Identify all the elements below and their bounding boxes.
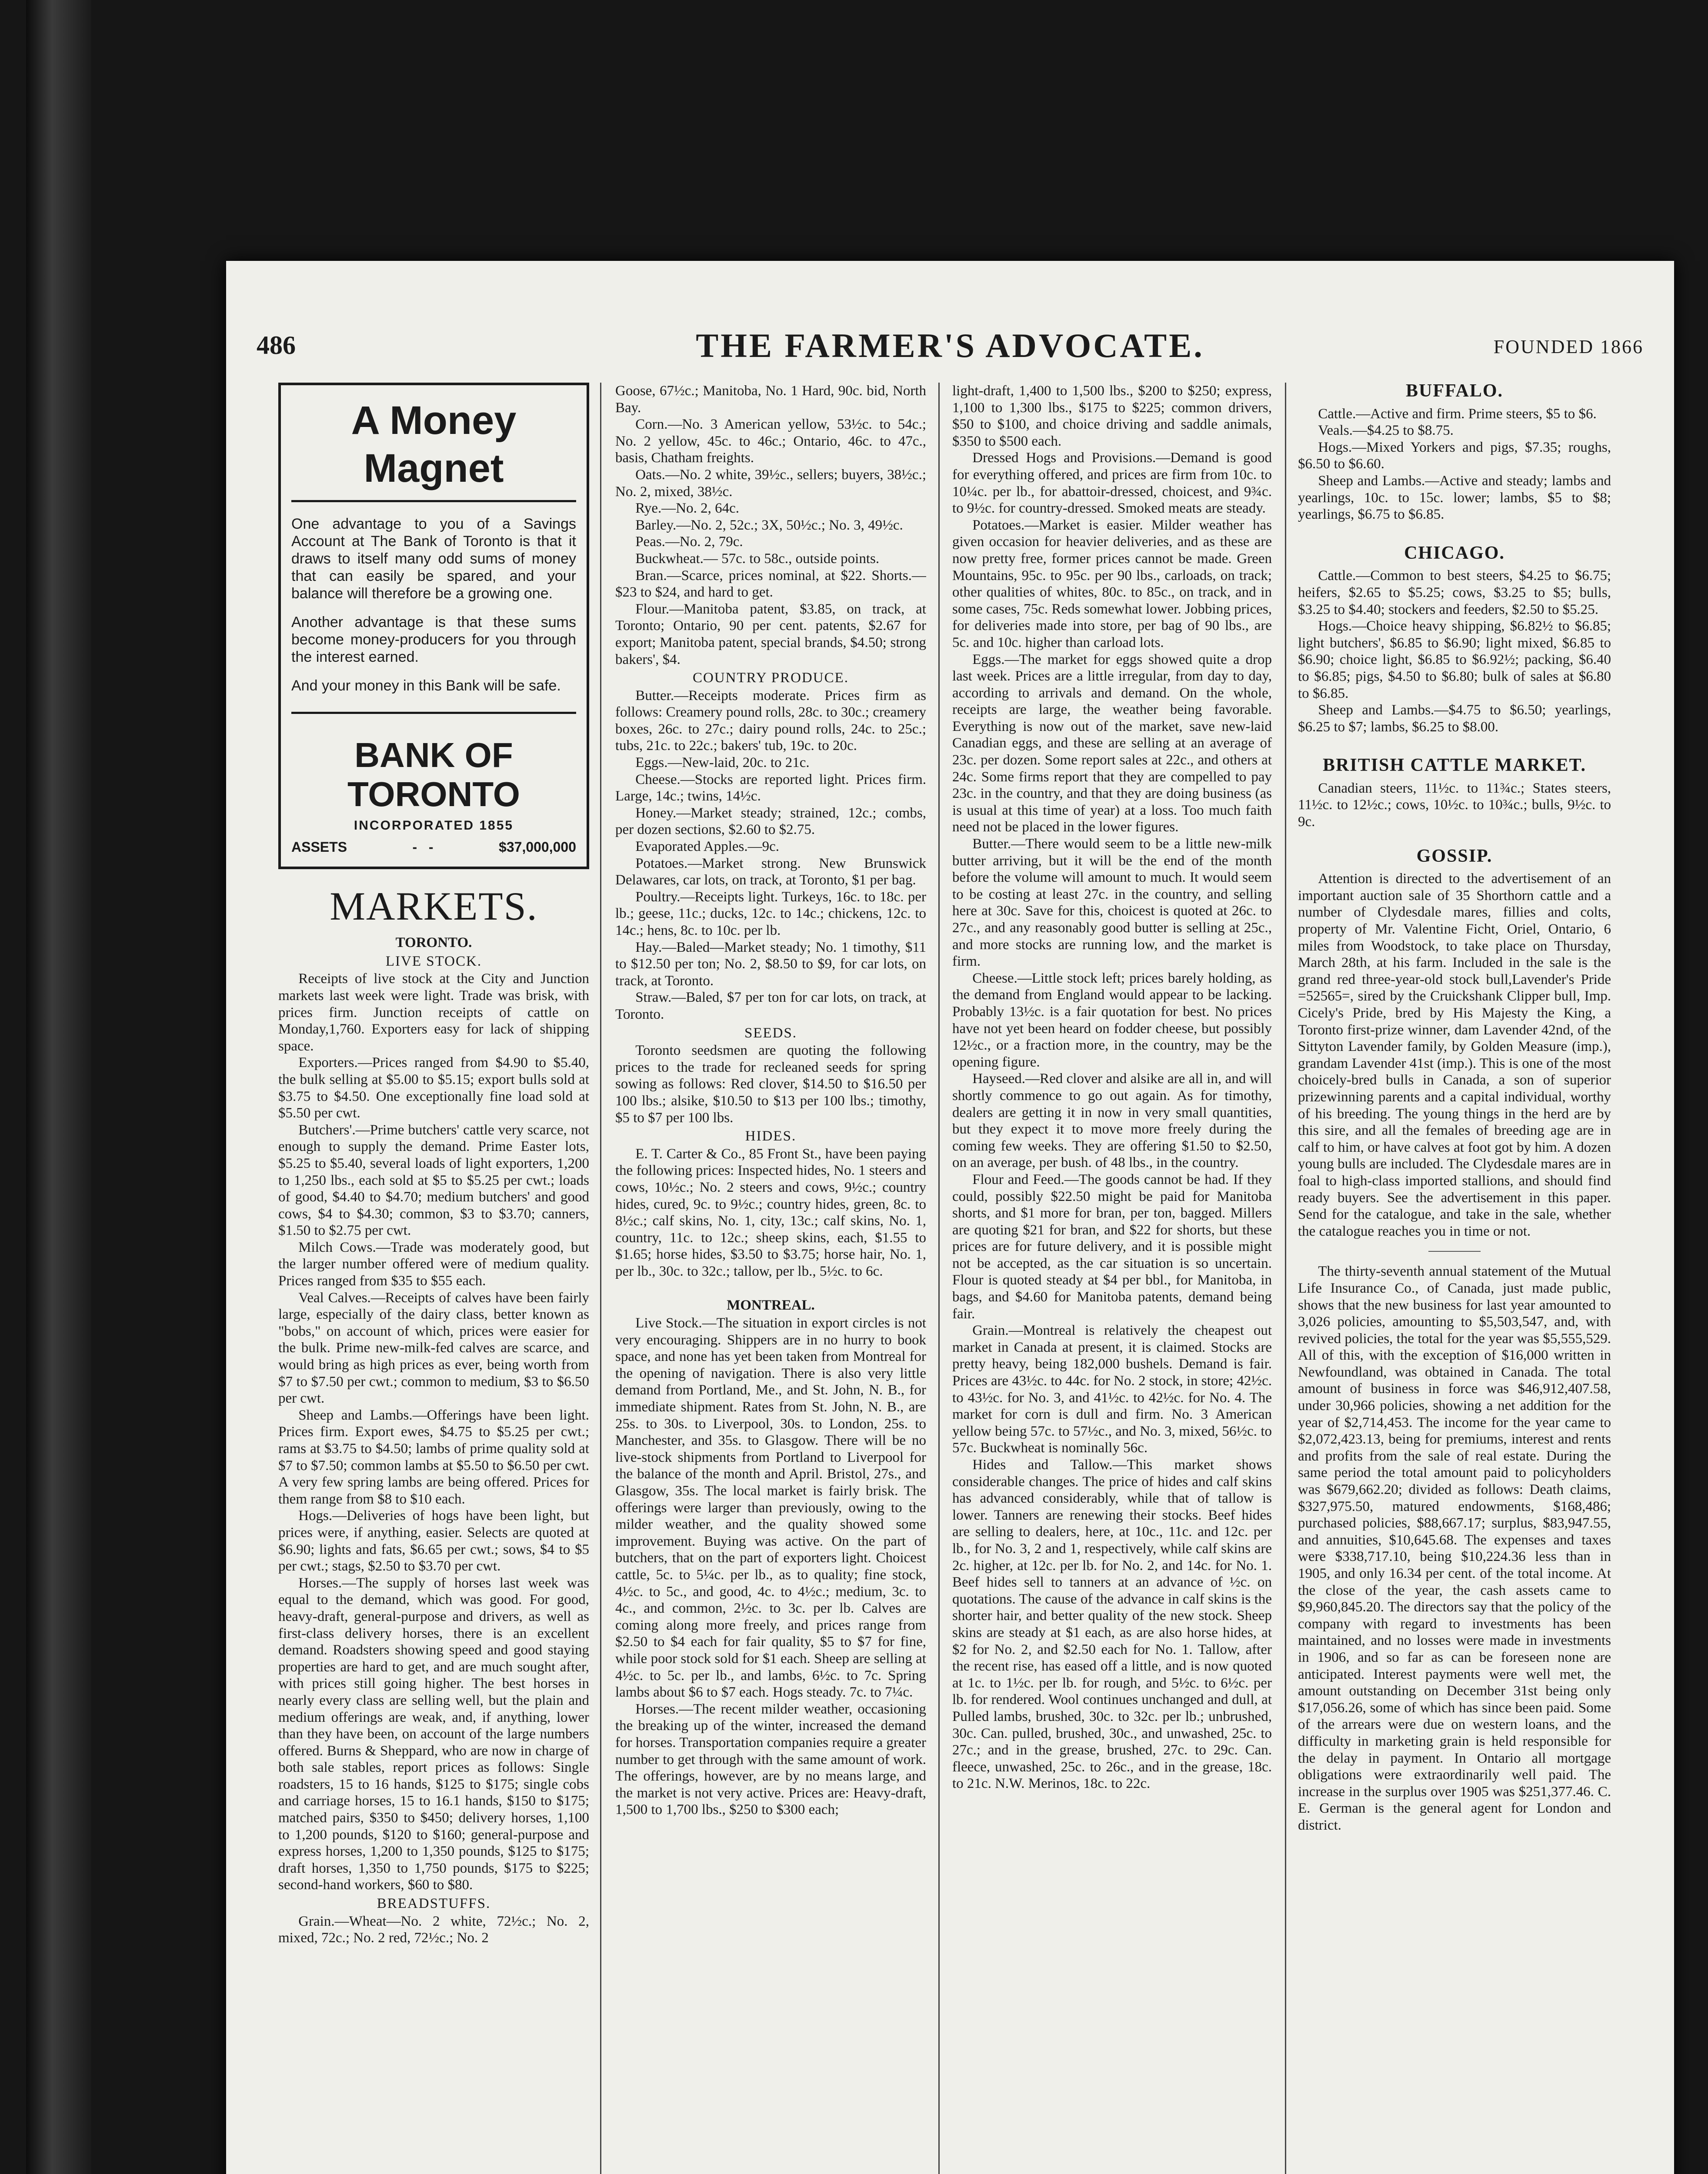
book-spine xyxy=(26,0,91,2174)
market-paragraph: Toronto seedsmen are quoting the following prices to the trade for recleaned seeds for spring sowing as follows: Red clover, $14.50 to $16.50 per 100 lbs.; alsike, $10.50 to $13 per 100 lbs.; timothy, $5 to $7 per 100 lbs. xyxy=(615,1043,926,1126)
ad-text-2: Another advantage is that these sums become money-producers for you through the interest earned. xyxy=(291,614,576,665)
market-paragraph: Goose, 67½c.; Manitoba, No. 1 Hard, 90c. bid, North Bay. xyxy=(615,383,926,416)
market-paragraph: Butchers'.—Prime butchers' cattle very scarce, not enough to supply the demand. Prime Easter lots, $5.25 to $5.40, several loads of light exporters, 1,200 to 1,250 lbs., each sold at $5 to $5.25 per cwt.; loads of good, $4.40 to $4.70; medium butchers' and good cows, $4 to $4.30; common, $3 to $3.70; canners, $1.50 to $2.75 per cwt. xyxy=(278,1122,589,1239)
assets-label: ASSETS xyxy=(291,839,347,855)
market-paragraph: Sheep and Lambs.—$4.75 to $6.50; yearlings, $6.25 to $7; lambs, $6.25 to $8.00. xyxy=(1298,702,1611,735)
market-paragraph: Butter.—Receipts moderate. Prices firm as follows: Creamery pound rolls, 28c. to 30c.; creamery boxes, 26c. to 27c.; dairy pound rolls, 24c. to 25c.; tubs, 21c. to 22c.; bakers' tub, 19c. to 20c. xyxy=(615,687,926,754)
market-paragraph: Eggs.—New-laid, 20c. to 21c. xyxy=(635,755,810,771)
market-paragraph: Buckwheat.— 57c. to 58c., outside points. xyxy=(635,550,880,567)
page-header xyxy=(257,326,1644,374)
market-paragraph: Dressed Hogs and Provisions.—Demand is good for everything offered, and prices are firm from 10c. to 10¼c. per lb., for abattoir-dressed, choicest, and 9¾c. to 9½c. for country-dressed. Smoked meats are steady. xyxy=(952,450,1272,517)
market-paragraph: Cheese.—Stocks are reported light. Prices firm. Large, 14c.; twins, 14½c. xyxy=(615,771,926,804)
breadstuffs-heading: BREADSTUFFS. xyxy=(377,1896,491,1912)
market-paragraph: Milch Cows.—Trade was moderately good, but the larger number offered were of medium quality. Prices ranged from $35 to $55 each. xyxy=(278,1239,589,1289)
market-paragraph: Butter.—There would seem to be a little new-milk butter arriving, but it will be the end of the month before the volume will amount to much. It would seem to be costing at least 27c. in the country, and selling here at 30c. Save for this, choicest is quoted at 26c. to 27c., and any reasonably good butter is selling at 25c., and more stocks are running low, and the market is firm. xyxy=(952,836,1272,970)
market-paragraph: Hogs.—Choice heavy shipping, $6.82½ to $6.85; light butchers', $6.85 to $6.90; light mixed, $6.85 to $6.90; choice light, $6.85 to $6.92½; packing, $6.40 to $6.85; pigs, $4.50 to $6.80; bulk of sales at $6.80 to $6.85. xyxy=(1298,618,1611,701)
market-paragraph: Rye.—No. 2, 64c. xyxy=(635,500,740,517)
column-4 xyxy=(1298,383,1611,2174)
market-paragraph: Hay.—Baled—Market steady; No. 1 timothy, $11 to $12.50 per ton; No. 2, $8.50 to $9, for car lots, on track, at Toronto. xyxy=(615,939,926,989)
montreal-heading: MONTREAL. xyxy=(727,1297,815,1314)
gossip-paragraph: The thirty-seventh annual statement of the Mutual Life Insurance Co., of Canada, just made public, shows that the new business for last year amounted to 3,026 policies, amounting to $5,503,547, and, with revived policies, the total for the year was $5,555,529. All of this, with the exception of $16,000 written in Newfoundland, was obtained in Canada. The total amount of business in force was $46,912,407.58, under 30,966 policies, showing a net addition for the year of $2,714,453. The income for the year came to $2,072,423.13, being for premiums, interest and rents and profits from the sale of real estate. During the same period the total amount paid to policyholders was $679,662.20; divided as follows: Death claims, $327,975.50, matured endowments, $168,486; purchased policies, $88,667.17; surplus, $83,947.55, and annuities, $10,645.68. The expenses and taxes were $338,717.10, being $10,224.36 less than in 1905, and only 16.34 per cent. of the total income. At the close of the year, the cash assets came to $9,960,845.20. The directors say that the policy of the company with regard to investments has been maintained, and no losses were made in investments in 1906, and so far as can be foreseen none are anticipated. Interest payments were well met, the amount outstanding on December 31st being only $17,056.26, some of which has since been paid. Some of the arrears were due on western loans, and the difficulty in marketing grain is held responsible for the delay in payment. In Ontario all mortgage obligations were extraordinarily well paid. The increase in the surplus over 1905 was $251,377.46. C. E. German is the general agent for London and district. xyxy=(1298,1264,1611,1833)
market-paragraph: Veals.—$4.25 to $8.75. xyxy=(1318,423,1454,439)
market-paragraph: Grain.—Wheat—No. 2 white, 72½c.; No. 2, mixed, 72c.; No. 2 red, 72½c.; No. 2 xyxy=(278,1913,589,1946)
market-paragraph: Exporters.—Prices ranged from $4.90 to $5.40, the bulk selling at $5.00 to $5.15; export bulls sold at $3.75 to $4.50. One exceptionally fine load sold at $5.50 per cwt. xyxy=(278,1055,589,1121)
page-number: 486 xyxy=(257,331,296,360)
column-3 xyxy=(952,383,1272,2174)
market-paragraph: Barley.—No. 2, 52c.; 3X, 50½c.; No. 3, 49½c. xyxy=(635,517,903,533)
market-paragraph: Hogs.—Deliveries of hogs have been light, but prices were, if anything, easier. Selects are quoted at $6.90; lights and fats, $6.65 per cwt.; sows, $4 to $5 per cwt.; stags, $2.50 to $3.70 per cwt. xyxy=(278,1508,589,1574)
country-produce-heading: COUNTRY PRODUCE. xyxy=(693,670,849,686)
market-paragraph: Canadian steers, 11½c. to 11¾c.; States steers, 11½c. to 12½c.; cows, 10½c. to 10¾c.; bulls, 9½c. to 9c. xyxy=(1298,780,1611,830)
market-paragraph: E. T. Carter & Co., 85 Front St., have been paying the following prices: Inspected hides, No. 1 steers and cows, 10½c.; No. 2 steers and cows, 9½c.; country hides, cured, 9c. to 9½c.; country hides, green, 8c. to 8½c.; calf skins, No. 1, city, 13c.; calf skins, No. 1, country, 11c. to 12c.; sheep skins, each, $1.55 to $1.65; horse hides, $3.50 to $3.75; horse hair, No. 1, per lb., 30c. to 32c.; tallow, per lb., 5½c. to 6c. xyxy=(615,1146,926,1279)
market-paragraph: Flour.—Manitoba patent, $3.85, on track, at Toronto; Ontario, 90 per cent. patents, $2.67 for export; Manitoba patent, special brands, $4.50; strong bakers', $4. xyxy=(615,601,926,667)
column-rule xyxy=(600,383,601,2174)
market-paragraph: Evaporated Apples.—9c. xyxy=(635,839,780,855)
market-paragraph: Cattle.—Common to best steers, $4.25 to $6.75; heifers, $2.65 to $5.25; cows, $3.25 to $5; bulls, $3.25 to $4.40; stockers and feeders, $2.50 to $5.25. xyxy=(1298,568,1611,617)
market-paragraph: Poultry.—Receipts light. Turkeys, 16c. to 18c. per lb.; geese, 11c.; ducks, 12c. to 14c.; chickens, 12c. to 14c.; hens, 8c. to 10c. per lb. xyxy=(615,889,926,938)
assets-dashes: - - xyxy=(412,839,434,855)
market-paragraph: Oats.—No. 2 white, 39½c., sellers; buyers, 38½c.; No. 2, mixed, 38½c. xyxy=(615,467,926,500)
market-paragraph: Hayseed.—Red clover and alsike are all in, and will shortly commence to go out again. As for timothy, dealers are getting it in now in very small quantities, but they expect it to move more freely during the coming few weeks. They are offering $1.50 to $2.50, on an average, per bush. of 48 lbs., in the country. xyxy=(952,1071,1272,1171)
hides-heading: HIDES. xyxy=(745,1128,797,1144)
market-paragraph: Live Stock.—The situation in export circles is not very encouraging. Shippers are in no hurry to book space, and none has yet been taken from Montreal for the opening of navigation. There is also very little demand from Portland, Me., and St. John, N. B., for immediate shipment. Rates from St. John, N. B., are 25s. to 30s. to Liverpool, 30s. to London, 25s. to Manchester, and 35s. to Glasgow. There will be no live-stock shipments from Portland to Liverpool for the balance of the month and April. Bristol, 27s., and Glasgow, 35s. The local market is fairly brisk. The offerings were larger than previously, owing to the milder weather, and the quality showed some improvement. Buying was active. On the part of butchers, that on the part of exporters light. Choicest cattle, 5c. to 5¼c. per lb., as to quality; fine stock, 4½c. to 5c., and good, 4c. to 4½c.; medium, 3c. to 4c., and common, 2½c. to 3c. per lb. Calves are coming along more freely, and prices range from $2.50 to $4 each for fair quality, $5 to $7 for fine, while poor stock sold for $1 each. Sheep are selling at 4½c. to 5c. per lb., and lambs, 6½c. to 7c. Spring lambs about $6 to $7 each. Hogs steady. 7c. to 7¼c. xyxy=(615,1315,926,1701)
divider xyxy=(1428,1251,1481,1252)
toronto-heading: TORONTO. xyxy=(395,935,472,951)
market-paragraph: Flour and Feed.—The goods cannot be had. If they could, possibly $22.50 might be paid for Manitoba shorts, and $1 more for bran, per ton, bagged. Millers are quoting $21 for bran, and $22 for shorts, but these prices are for future delivery, and it is possible might not be accepted, as the car situation is so uncertain. Flour is quoted steady at $4 per bbl., for Manitoba, in bags, and $4.60 for Manitoba patents, demand being fair. xyxy=(952,1171,1272,1322)
assets-line xyxy=(291,839,576,856)
bank-name: BANK OF TORONTO xyxy=(291,712,576,814)
chicago-heading: CHICAGO. xyxy=(1404,543,1505,563)
market-paragraph: Hides and Tallow.—This market shows considerable changes. The price of hides and calf skins has advanced considerably, while that of tallow is lower. Tanners are renewing their stocks. Beef hides are selling to dealers, here, at 10c., 11c. and 12c. per lb., for No. 3, 2 and 1, respectively, while calf skins are 2c. higher, at 12c. per lb. for No. 2, and 14c. for No. 1. Beef hides sell to tanners at an advance of ½c. on quotations. The cause of the advance in calf skins is the shorter hair, and better quality of the new stock. Sheep skins are steady at $1 each, as are also horse hides, at $2 for No. 2, and $2.50 each for No. 1. Tallow, after the recent rise, has eased off a little, and is now quoted at 1c. to 1½c. per lb. for rough, and 5½c. to 6½c. per lb. for rendered. Wool continues unchanged and dull, at Pulled lambs, brushed, 30c. to 32c. per lb.; unbrushed, 30c. Can. pulled, brushed, 30c., and unwashed, 25c. to 27c.; and in the grease, brushed, 27c. to 29c. Can. fleece, unwashed, 25c. to 26c., and in the grease, 18c. to 21c. N.W. Merinos, 18c. to 22c. xyxy=(952,1457,1272,1792)
market-paragraph: Horses.—The supply of horses last week was equal to the demand, which was good. For good, heavy-draft, general-purpose and drivers, as well as first-class delivery horses, there is an excellent demand. Roadsters showing speed and good staying properties are hard to get, and are much sought after, with prices still going higher. The best horses in nearly every class are selling well, but the plain and medium offerings are weak, and, if anything, lower than they have been, on account of the large numbers offered. Burns & Sheppard, who are now in charge of both sale stables, report prices as follows: Single roadsters, 15 to 16 hands, $125 to $175; single cobs and carriage horses, 15 to 16.1 hands, $150 to $175; matched pairs, $350 to $450; delivery horses, 1,100 to 1,200 pounds, $120 to $160; general-purpose and express horses, 1,200 to 1,350 pounds, $125 to $175; draft horses, 1,350 to 1,750 pounds, $175 to $225; second-hand workers, $60 to $80. xyxy=(278,1575,589,1893)
column-rule xyxy=(938,383,940,2174)
seeds-heading: SEEDS. xyxy=(744,1025,797,1041)
market-paragraph: Corn.—No. 3 American yellow, 53½c. to 54c.; No. 2 yellow, 45c. to 46c.; Ontario, 46c. to 47c., basis, Chatham freights. xyxy=(615,417,926,466)
british-cattle-heading: BRITISH CATTLE MARKET. xyxy=(1322,755,1587,776)
market-paragraph: Receipts of live stock at the City and Junction markets last week were light. Trade was brisk, with prices firm. Junction receipts of cattle on Monday,1,760. Exporters easy for lack of shipping space. xyxy=(278,971,589,1054)
newspaper-page xyxy=(226,261,1674,2174)
market-paragraph: Peas.—No. 2, 79c. xyxy=(635,534,743,550)
bank-advertisement xyxy=(278,383,589,869)
market-paragraph: Honey.—Market steady; strained, 12c.; combs, per dozen sections, $2.60 to $2.75. xyxy=(615,805,926,838)
gossip-heading: GOSSIP. xyxy=(1416,846,1493,866)
market-paragraph: Potatoes.—Market is easier. Milder weather has given occasion for heavier deliveries, and as these are now pretty free, former prices cannot be made. Green Mountains, 95c. to 95c. per 90 lbs., carloads, on track; other qualities of whites, 80c. to 85c., on track, and in some cases, 75c. Reds somewhat lower. Jobbing prices, for deliveries made into store, per bag of 90 lbs., are 5c. and 10c. higher than carload lots. xyxy=(952,517,1272,650)
column-2 xyxy=(615,383,926,2174)
market-paragraph: Sheep and Lambs.—Offerings have been light. Prices firm. Export ewes, $4.75 to $5.25 per cwt.; rams at $3.75 to $4.50; lambs of prime quality sold at $7 to $7.50; common lambs at $5.50 to $6.50 per cwt. A very few spring lambs are being offered. Prices for them range from $8 to $10 each. xyxy=(278,1407,589,1507)
market-paragraph: light-draft, 1,400 to 1,500 lbs., $200 to $250; express, 1,100 to 1,300 lbs., $175 to $225; common drivers, $50 to $100, and choice driving and saddle animals, $350 to $500 each. xyxy=(952,383,1272,449)
column-1 xyxy=(278,383,589,2174)
market-paragraph: Potatoes.—Market strong. New Brunswick Delawares, car lots, on track, at Toronto, $1 per bag. xyxy=(615,855,926,888)
column-rule xyxy=(1285,383,1286,2174)
founded-line: FOUNDED 1866 xyxy=(1493,336,1644,357)
assets-value: $37,000,000 xyxy=(499,839,576,855)
gossip-paragraph: Attention is directed to the advertisement of an important auction sale of 35 Shorthorn cattle and a number of Clydesdale mares, fillies and colts, property of Mr. Valentine Ficht, Oriel, Ontario, 6 miles from Woodstock, to take place on Thursday, March 28th, at his farm. Included in the sale is the grand red three-year-old stock bull,Lavender's Pride =52565=, sired by the Cruickshank Clipper bull, Imp. Cicely's Pride, bred by His Majesty the King, a Toronto first-prize winner, dam Lavender 42nd, of the Sittyton Lavender family, by Golden Measure (imp.), grandam Lavender 41st (imp.). This is one of the most choicely-bred bulls in Canada, a son of superior prizewinning parents and a capital individual, worthy of his breeding. The young things in the herd are by this sire, and all the females of breeding age are in calf to him, or have calves at foot got by him. A dozen young bulls are included. The Clydesdale mares are in foal to high-class imported stallions, and should find ready buyers. See the advertisement in this paper. Send for the catalogue, and take in the sale, whether the catalogue reaches you in time or not. xyxy=(1298,871,1611,1239)
market-paragraph: Sheep and Lambs.—Active and steady; lambs and yearlings, 10c. to 15c. lower; lambs, $5 to $8; yearlings, $6.75 to $6.85. xyxy=(1298,473,1611,523)
masthead: THE FARMER'S ADVOCATE. xyxy=(696,327,1204,364)
incorporated-line: INCORPORATED 1855 xyxy=(354,818,514,833)
market-paragraph: Veal Calves.—Receipts of calves have been fairly large, especially of the dairy class, better known as "bobs," on account of which, prices were easier for the bulk. Prime new-milk-fed calves are scarce, and would bring as high prices as ever, being worth from $7 to $7.50 per cwt.; common to medium, $3 to $6.50 per cwt. xyxy=(278,1290,589,1407)
market-paragraph: Horses.—The recent milder weather, occasioning the breaking up of the winter, increased the demand for horses. Transportation companies require a greater number to get through with the same amount of work. The offerings, however, are by no means large, and the market is not very active. Prices are: Heavy-draft, 1,500 to 1,700 lbs., $250 to $300 each; xyxy=(615,1701,926,1818)
market-paragraph: Hogs.—Mixed Yorkers and pigs, $7.35; roughs, $6.50 to $6.60. xyxy=(1298,439,1611,472)
market-paragraph: Cheese.—Little stock left; prices barely holding, as the demand from England would appear to be lacking. Probably 13½c. is a fair quotation for best. No prices have not yet been heard on fodder cheese, but possibly 12½c., or a fraction more, in the country, may be the opening figure. xyxy=(952,970,1272,1070)
live-stock-heading: LIVE STOCK. xyxy=(385,953,482,969)
buffalo-heading: BUFFALO. xyxy=(1405,383,1504,401)
ad-title: A Money Magnet xyxy=(291,397,576,502)
market-paragraph: Bran.—Scarce, prices nominal, at $22. Shorts.—$23 to $24, and hard to get. xyxy=(615,567,926,600)
market-paragraph: Eggs.—The market for eggs showed quite a drop last week. Prices are a little irregular, from day to day, according to arrivals and demand. On the whole, receipts are large, the weather being favorable. Everything is now out of the market, save new-laid Canadian eggs, and these are selling at an average of 23c. per dozen. Some report sales at 22c., and others at 24c. Some firms report that they are compelled to pay 23c. in the country, and that they are doing business (as is usual at this time of year) at a loss. Too much faith need not be placed in the lower figures. xyxy=(952,651,1272,835)
market-paragraph: Straw.—Baled, $7 per ton for car lots, on track, at Toronto. xyxy=(615,990,926,1022)
ad-text-3: And your money in this Bank will be safe. xyxy=(291,677,561,694)
market-paragraph: Grain.—Montreal is relatively the cheapest out market in Canada at present, it is claimed. Stocks are pretty heavy, being 182,000 bushels. Demand is fair. Prices are 43½c. to 44c. for No. 2 stock, in store; 42½c. to 43½c. for No. 3, and 41½c. to 42½c. for No. 4. The market for corn is dull and firm. No. 3 American yellow being 57c. to 57½c., and No. 3, mixed, 56½c. to 57c. Buckwheat is nominally 56c. xyxy=(952,1323,1272,1456)
ad-text-1: One advantage to you of a Savings Account at The Bank of Toronto is that it draws to itself many odd sums of money that can easily be spared, and your balance will therefore be a growing one. xyxy=(291,516,576,602)
markets-title: MARKETS. xyxy=(330,884,538,929)
market-paragraph: Cattle.—Active and firm. Prime steers, $5 to $6. xyxy=(1318,406,1597,422)
